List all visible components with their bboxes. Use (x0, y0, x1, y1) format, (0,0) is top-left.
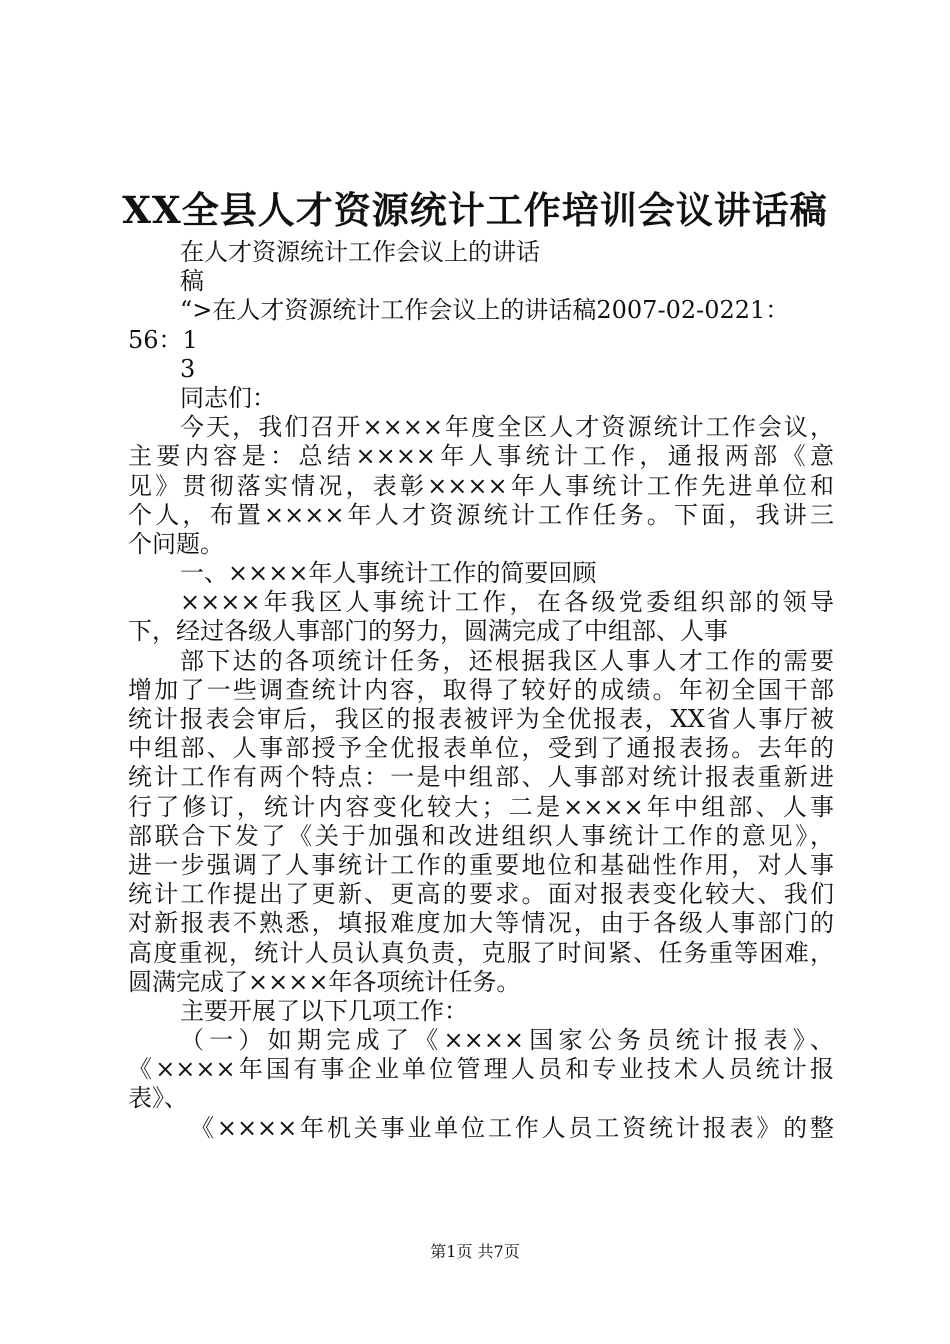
body-line: 稿 (180, 267, 204, 296)
body-line: 高度重视，统计人员认真负责，克服了时间紧、任务重等困难， (128, 938, 834, 967)
body-line: 见》贯彻落实情况，表彰××××年人事统计工作先进单位和 (128, 471, 834, 500)
page-footer: 第1页 共7页 (430, 1242, 520, 1261)
body-line: 同志们： (180, 383, 276, 412)
body-line: 《××××年机关事业单位工作人员工资统计报表》的整 (190, 1113, 834, 1142)
body-line: 56：1 (128, 325, 198, 354)
body-line: 增加了一些调查统计内容，取得了较好的成绩。年初全国干部 (128, 675, 834, 704)
body-line: 圆满完成了××××年各项统计任务。 (128, 967, 521, 996)
body-line: 统计工作有两个特点：一是中组部、人事部对统计报表重新进 (128, 763, 834, 792)
body-line: 主要内容是：总结××××年人事统计工作，通报两部《意 (128, 442, 834, 471)
body-line: 个人，布置××××年人才资源统计工作任务。下面，我讲三 (128, 500, 834, 529)
body-line: （一）如期完成了《××××国家公务员统计报表》、 (180, 1026, 834, 1055)
body-line: 统计工作提出了更新、更高的要求。面对报表变化较大、我们 (128, 880, 834, 909)
document-body (128, 208, 834, 1143)
body-line: ××××年我区人事统计工作，在各级党委组织部的领导 (180, 588, 834, 617)
body-line: 中组部、人事部授予全优报表单位，受到了通报表扬。去年的 (128, 734, 834, 763)
body-line: 表》、 (128, 1084, 188, 1113)
body-line: 对新报表不熟悉，填报难度加大等情况，由于各级人事部门的 (128, 909, 834, 938)
body-line: 个问题。 (128, 529, 224, 558)
body-line: 进一步强调了人事统计工作的重要地位和基础性作用，对人事 (128, 850, 834, 879)
body-line: 在人才资源统计工作会议上的讲话 (180, 238, 540, 266)
body-line: 今天，我们召开××××年度全区人才资源统计工作会议， (180, 413, 834, 442)
body-line: 行了修订，统计内容变化较大；二是××××年中组部、人事 (128, 792, 834, 821)
body-line: “>在人才资源统计工作会议上的讲话稿2007-02-0221： (180, 296, 790, 325)
body-line: 部联合下发了《关于加强和改进组织人事统计工作的意见》， (128, 821, 834, 850)
body-line: 一、××××年人事统计工作的简要回顾 (180, 559, 597, 588)
body-line: 《××××年国有事企业单位管理人员和专业技术人员统计报 (128, 1055, 834, 1084)
body-line: 部下达的各项统计任务，还根据我区人事人才工作的需要 (180, 646, 834, 675)
body-line: 3 (180, 354, 196, 383)
body-line: 主要开展了以下几项工作： (180, 996, 468, 1025)
body-line: 下，经过各级人事部门的努力，圆满完成了中组部、人事 (128, 617, 728, 646)
body-line: 统计报表会审后，我区的报表被评为全优报表，XX省人事厅被 (128, 705, 834, 733)
document-title: XX全县人才资源统计工作培训会议讲话稿 (122, 188, 828, 232)
